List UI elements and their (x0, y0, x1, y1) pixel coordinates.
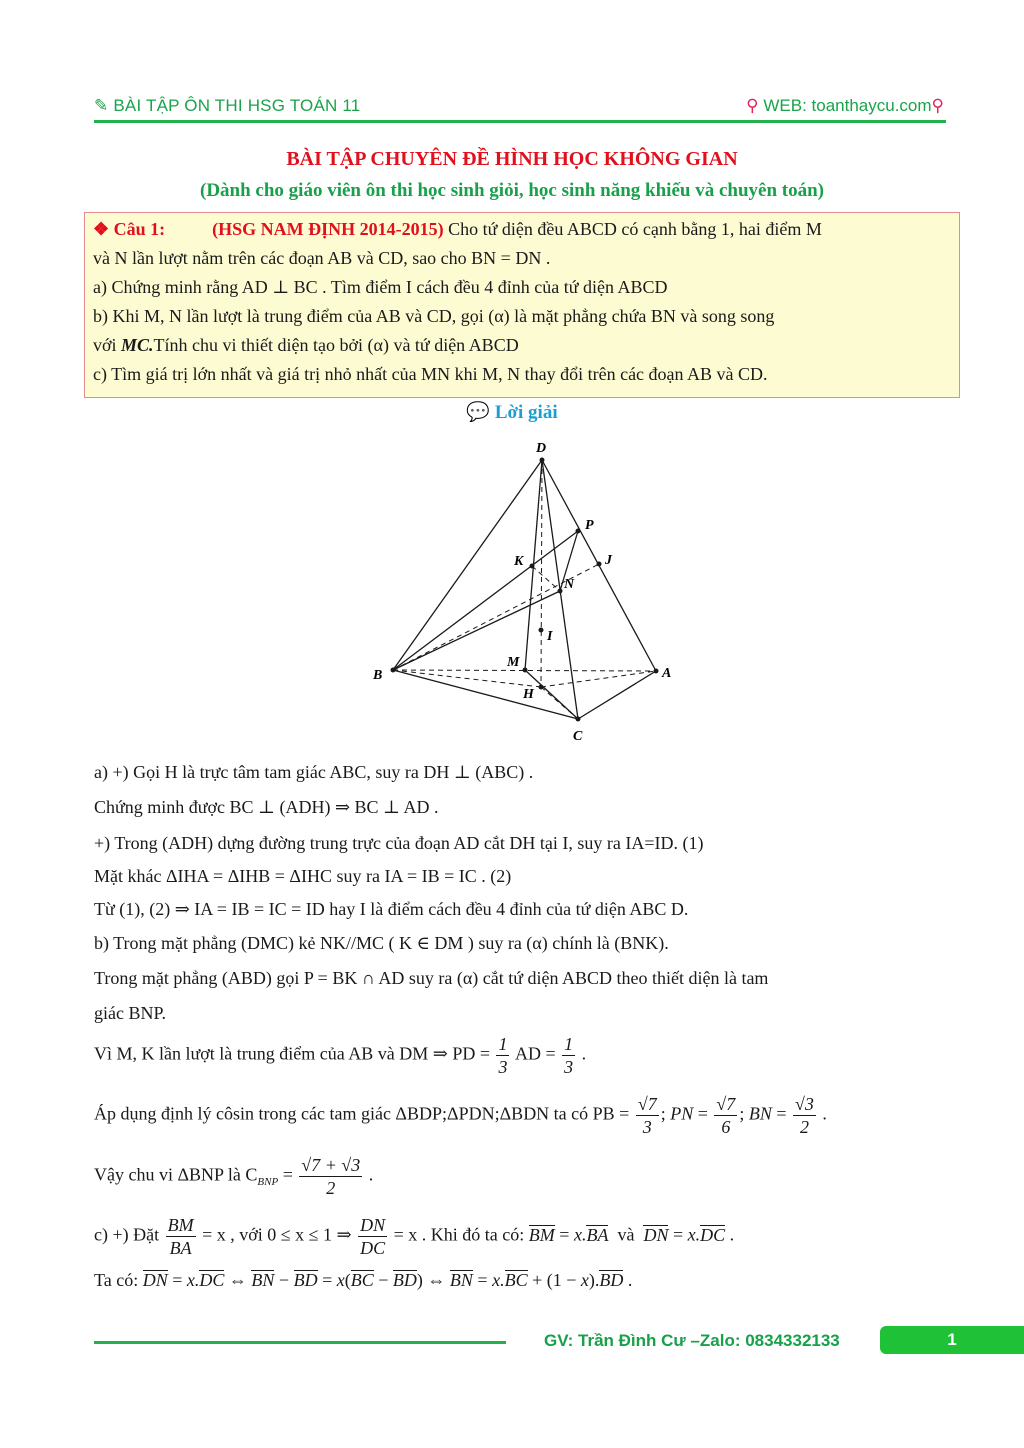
problem-box (84, 212, 960, 398)
label-PN: PN (670, 1103, 694, 1124)
solution-line-8: giác BNP. (94, 1003, 166, 1023)
problem-line-4: b) Khi M, N lần lượt là trung điểm của AB và CD, gọi (α) là mặt phẳng chứa BN và song song (93, 306, 775, 326)
label-J: J (605, 553, 612, 568)
fraction-DN-DC: $\frac{DN}{DC}$ (360, 1215, 386, 1258)
problem-source: (HSG NAM ĐỊNH 2014-2015) (212, 219, 444, 239)
solution-line-1: a) +) Gọi H là trực tâm tam giác ABC, suy ra DH ⊥ (ABC) . (94, 762, 534, 782)
page-subtitle: (Dành cho giáo viên ôn thi học sinh giỏi, học sinh năng khiếu và chuyên toán) (200, 180, 824, 201)
solution-line-12: c) +) Đặt $\frac{BM}{BA}$ = x , với 0 ≤ x ≤ 1 ⇒ $\frac{DN}{DC}$ = x . Khi đó ta có: BM = x.BA và DN = x.DC . (94, 1215, 735, 1258)
edge-AC (578, 671, 656, 719)
solution-line-11-text: Vậy chu vi ΔBNP là C (94, 1164, 258, 1185)
line-KN (532, 566, 560, 591)
solution-line-6: b) Trong mặt phẳng (DMC) kẻ NK//MC ( K ∈ DM ) suy ra (α) chính là (BNK). (94, 933, 669, 953)
solution-heading-text: Lời giải (494, 402, 558, 423)
problem-line-6: c) Tìm giá trị lớn nhất và giá trị nhỏ nhất của MN khi M, N thay đổi trên các đoạn AB và CD. (93, 364, 768, 384)
page-title: BÀI TẬP CHUYÊN ĐỀ HÌNH HỌC KHÔNG GIAN (286, 148, 738, 170)
header-left-text: BÀI TẬP ÔN THI HSG TOÁN 11 (113, 96, 361, 115)
problem-line-5b: MC. (121, 335, 154, 355)
fraction-perimeter: $\frac{√7 + √3}{2}$ (301, 1155, 361, 1198)
problem-label: Câu 1: (113, 219, 166, 239)
fraction-one-third: $\frac{1}{3}$ (498, 1034, 508, 1077)
problem-line-2: và N lần lượt nằm trên các đoạn AB và CD, sao cho BN = DN . (93, 248, 551, 268)
header-title (94, 96, 360, 116)
header-website-text: WEB: toanthaycu.com (763, 96, 932, 115)
label-H: H (523, 687, 534, 702)
label-A: A (662, 666, 672, 681)
solution-line-12-mid: = x , với 0 ≤ x ≤ 1 ⇒ (202, 1224, 352, 1245)
header-website[interactable] (746, 96, 944, 116)
label-D: D (536, 441, 547, 456)
line-BN (393, 591, 560, 670)
solution-line-9: Vì M, K lần lượt là trung điểm của AB và DM ⇒ PD = $\frac{1}{3}$ AD = $\frac{1}{3}$ . (94, 1034, 587, 1077)
label-P: P (585, 518, 594, 533)
label-N: N (564, 577, 575, 592)
solution-line-9-mid: AD = (515, 1043, 556, 1064)
solution-line-10-text: Áp dụng định lý côsin trong các tam giác ΔBDP;ΔPDN;ΔBDN ta có PB = (94, 1103, 630, 1124)
label-C: C (573, 729, 583, 744)
line-BH (393, 670, 541, 687)
solution-line-13: Ta có: DN = x.DC ⇔ BN − BD = x(BC − BD) ⇔ BN = x.BC + (1 − x).BD . (94, 1270, 633, 1290)
location-pin-icon-right: ⚲ (931, 96, 944, 115)
problem-line-1: Cho tứ diện đều ABCD có cạnh bằng 1, hai điểm M (448, 219, 822, 239)
solution-line-4: Mặt khác ΔIHA = ΔIHB = ΔIHC suy ra IA = IB = IC . (2) (94, 866, 512, 886)
edit-icon: ✎ (94, 96, 109, 115)
fraction-BM-BA: $\frac{BM}{BA}$ (167, 1215, 194, 1258)
label-M: M (507, 655, 520, 670)
problem-line-5a: với (93, 335, 122, 355)
footer-teacher: GV: Trần Đình Cư –Zalo: 0834332133 (544, 1331, 840, 1350)
label-BN: BN (748, 1103, 772, 1124)
fraction-one-third-2: $\frac{1}{3}$ (564, 1034, 574, 1077)
header-divider (94, 120, 946, 123)
line-HA (541, 671, 656, 687)
fraction-PN: $\frac{√7}{6}$ (716, 1094, 736, 1137)
solution-line-11: Vậy chu vi ΔBNP là $C_{BNP}$ = $\frac{√7 + √3}{2}$ . (94, 1155, 374, 1198)
problem-icon: ❖ (93, 219, 110, 239)
solution-line-3: +) Trong (ADH) dựng đường trung trực của đoạn AD cắt DH tại I, suy ra IA=ID. (1) (94, 833, 704, 853)
problem-line-3: a) Chứng minh rằng AD ⊥ BC . Tìm điểm I cách đều 4 đỉnh của tứ diện ABCD (93, 277, 668, 297)
solution-line-5: Từ (1), (2) ⇒ IA = IB = IC = ID hay I là điểm cách đều 4 đỉnh của tứ diện ABC D. (94, 899, 689, 919)
solution-line-7: Trong mặt phẳng (ABD) gọi P = BK ∩ AD suy ra (α) cắt tứ diện ABCD theo thiết diện là tam (94, 968, 769, 988)
location-pin-icon: ⚲ (746, 96, 759, 115)
label-I: I (547, 629, 553, 644)
label-B: B (373, 668, 383, 683)
solution-line-9-text: Vì M, K lần lượt là trung điểm của AB và DM ⇒ PD = (94, 1043, 490, 1064)
solution-heading (0, 400, 1024, 424)
chat-icon: 💬 (466, 402, 491, 423)
fraction-PB: $\frac{√7}{3}$ (637, 1094, 657, 1137)
page-number-badge: 1 (880, 1326, 1024, 1354)
solution-line-13-text: Ta có: (94, 1270, 139, 1290)
solution-line-2: Chứng minh được BC ⊥ (ADH) ⇒ BC ⊥ AD . (94, 797, 439, 817)
problem-line-5c: Tính chu vi thiết diện tạo bởi (α) và tứ diện ABCD (153, 335, 519, 355)
label-K: K (514, 554, 524, 569)
solution-line-10: Áp dụng định lý côsin trong các tam giác ΔBDP;ΔPDN;ΔBDN ta có PB = $\frac{√7}{3}$ ; PN = $\frac{√7}{6}$ ; BN = $\frac{√3}{2}$ . (94, 1094, 827, 1137)
solution-line-12-post: = x . Khi đó ta có: (393, 1224, 525, 1245)
fraction-BN: $\frac{√3}{2}$ (795, 1094, 814, 1137)
solution-line-12-text: c) +) Đặt (94, 1224, 160, 1245)
footer-divider (94, 1341, 506, 1344)
perimeter-subscript: BNP (257, 1176, 279, 1189)
tetrahedron-figure (360, 430, 690, 750)
line-BP (393, 531, 578, 670)
